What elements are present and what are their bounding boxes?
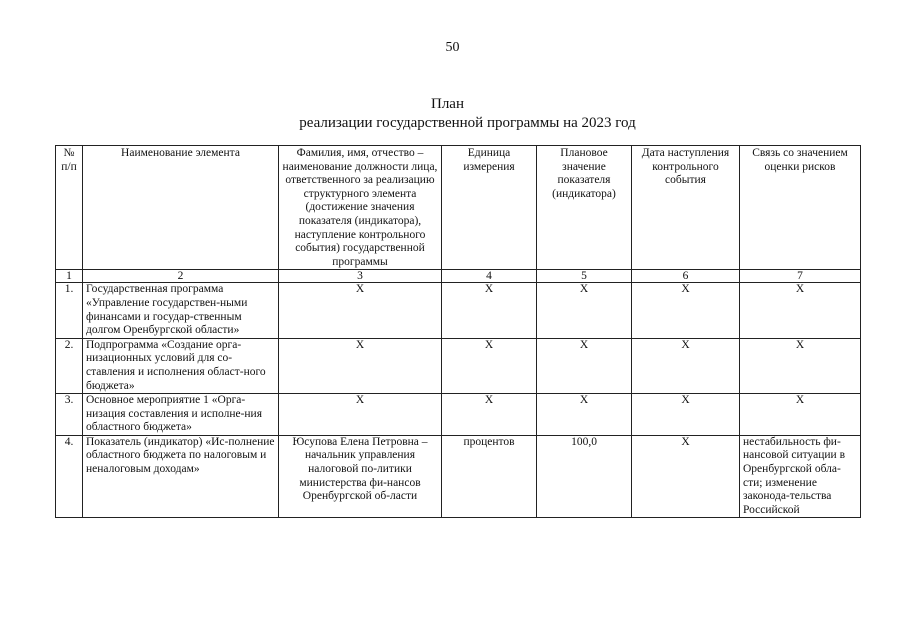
element-name: Основное мероприятие 1 «Орга-низация составления и исполне-ния областного бюджета»	[83, 394, 279, 436]
header-risk-link: Связь со значением оценки рисков	[740, 146, 861, 270]
planned-value: X	[537, 394, 632, 436]
page-number: 50	[445, 40, 460, 55]
event-date: X	[632, 435, 740, 518]
row-number: 2.	[56, 338, 83, 393]
element-name: Государственная программа «Управление государствен-ными финансами и государ-ственным долгом Оренбургской области»	[83, 283, 279, 338]
table-row	[56, 435, 861, 518]
risk-link: X	[740, 394, 861, 436]
unit: X	[442, 283, 537, 338]
column-number-row	[56, 270, 861, 283]
plan-table	[55, 145, 861, 518]
event-date: X	[632, 338, 740, 393]
title-line-1: План	[430, 96, 464, 112]
table-header-row	[56, 146, 861, 270]
header-responsible: Фамилия, имя, отчество – наименование должности лица, ответственного за реализацию структурного элемента (достижение значения показателя (индикатора), наступление контрольного события) государственной программы	[279, 146, 442, 270]
unit: X	[442, 394, 537, 436]
unit: X	[442, 338, 537, 393]
row-number: 3.	[56, 394, 83, 436]
table-row	[56, 338, 861, 393]
planned-value: X	[537, 338, 632, 393]
responsible-person: X	[279, 283, 442, 338]
table-row	[56, 283, 861, 338]
responsible-person: X	[279, 394, 442, 436]
header-event-date: Дата наступления контрольного события	[632, 146, 740, 270]
column-number: 2	[83, 270, 279, 283]
column-number: 4	[442, 270, 537, 283]
header-element-name: Наименование элемента	[83, 146, 279, 270]
column-number: 7	[740, 270, 861, 283]
responsible-person: X	[279, 338, 442, 393]
document-title	[0, 95, 905, 133]
header-unit: Единица измерения	[442, 146, 537, 270]
risk-link: X	[740, 338, 861, 393]
row-number: 4.	[56, 435, 83, 518]
header-planned-value: Плановое значение показателя (индикатора)	[537, 146, 632, 270]
row-number: 1.	[56, 283, 83, 338]
table-row	[56, 394, 861, 436]
event-date: X	[632, 394, 740, 436]
planned-value: X	[537, 283, 632, 338]
planned-value: 100,0	[537, 435, 632, 518]
column-number: 1	[56, 270, 83, 283]
element-name: Подпрограмма «Создание орга-низационных условий для со-ставления и исполнения област-ного бюджета»	[83, 338, 279, 393]
event-date: X	[632, 283, 740, 338]
responsible-person: Юсупова Елена Петровна – начальник управления налоговой по-литики министерства фи-нансов Оренбургской об-ласти	[279, 435, 442, 518]
column-number: 3	[279, 270, 442, 283]
title-line-2: реализации государственной программы на 2023 год	[299, 115, 636, 131]
header-number: № п/п	[56, 146, 83, 270]
risk-link: нестабильность фи-нансовой ситуации в Оренбургской обла-сти; изменение законода-тельства Российской	[740, 435, 861, 518]
column-number: 5	[537, 270, 632, 283]
risk-link: X	[740, 283, 861, 338]
element-name: Показатель (индикатор) «Ис-полнение областного бюджета по налоговым и неналоговым доходам»	[83, 435, 279, 518]
column-number: 6	[632, 270, 740, 283]
unit: процентов	[442, 435, 537, 518]
